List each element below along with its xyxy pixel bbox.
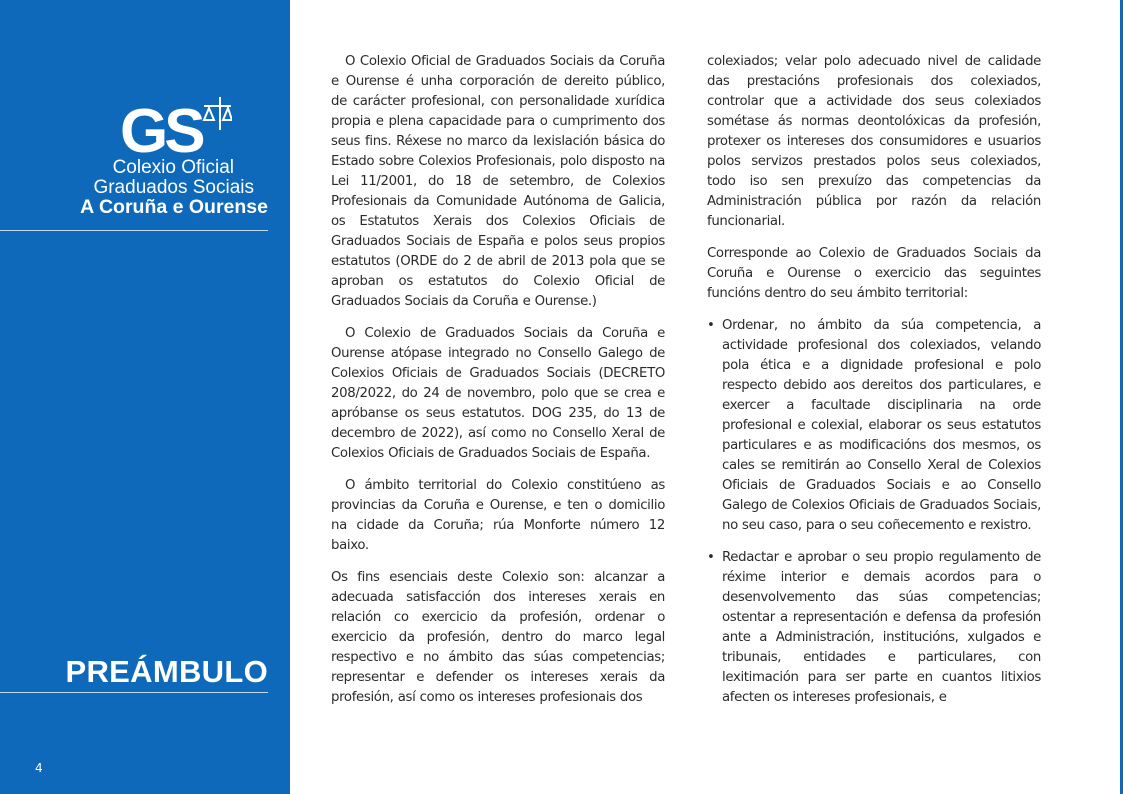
logo-line-colexio: Colexio Oficial (112, 157, 234, 178)
paragraph: O ámbito territorial do Colexio constitúeno as provincias da Coruña e Ourense, e ten o domicilio na cidade da Coruña; rúa Monforte número 12 baixo. (331, 478, 665, 553)
list-item (707, 548, 1041, 708)
paragraph: O Colexio Oficial de Graduados Sociais da Coruña e Ourense é unha corporación de dereito público, de carácter profesional, con personalidade xurídica propia e plena capacidade para o cumprimento dos seus fins. Réxese no marco da lexislación básica do Estado sobre Colexios Profesionais, polo disposto na Lei 11/2001, do 18 de setembro, de Colexios Profesionais da Comunidade Autónoma de Galicia, os Estatutos Xerais dos Colexios Oficiais de Graduados Sociais de España e polos seus propios estatutos (ORDE do 2 de abril de 2013 pola que se aproban os estatutos do Colexio Oficial de Graduados Sociais da Coruña e Ourense.) (331, 54, 665, 309)
paragraph: O Colexio de Graduados Sociais da Coruña e Ourense atópase integrado no Consello Galego de Colexios Oficiais de Graduados Sociais (DECRETO 208/2022, do 24 de novembro, polo que se crea e apróbanse os seus estatutos. DOG 235, do 13 de decembro de 2022), así como no Consello Xeral de Colexios Oficiais de Graduados Sociais de España. (331, 326, 665, 461)
section-title: PREÁMBULO (65, 654, 268, 689)
divider-bottom (0, 692, 268, 693)
paragraph: colexiados; velar polo adecuado nivel de calidade das prestacións profesionais dos colexiados, controlar que a actividade dos seus colexiados sométase ás normas deontolóxicas da profesión, protexer os intereses dos consumidores e usuarios polos servizos prestados polos seus colexiados, todo iso sen prexuízo das competencias da Administración pública por razón da relación funcionarial. (707, 54, 1041, 229)
text-column-left (331, 52, 665, 742)
bullet-icon: • (707, 318, 715, 333)
page-number: 4 (35, 761, 43, 775)
bullet-icon: • (707, 550, 715, 565)
logo-line-coruna-ourense: A Coruña e Ourense (80, 196, 268, 218)
list-item-text: Ordenar, no ámbito da súa competencia, a actividade profesional dos colexiados, velando pola ética e a dignidade profesional e polo respecto debido aos dereitos dos particulares, e exercer a facultade disciplinaria na orde profesional e colexial, elaborar os seus estatutos particulares e as modificacións dos mesmos, os cales se remitirán ao Consello Xeral de Colexios Oficiais de Graduados Sociais e ao Consello Galego de Colexios Oficiais de Graduados Sociais, no seu caso, para o seu coñecemento e rexistro. (722, 318, 1041, 533)
divider-top (0, 230, 268, 231)
logo-monogram: GS (120, 97, 202, 156)
text-column-right (707, 52, 1041, 742)
functions-list (707, 316, 1041, 708)
balance-scale-icon (204, 97, 232, 130)
list-item-text: Redactar e aprobar o seu propio regulamento de réxime interior e demais acordos para o desenvolvemento das súas competencias; ostentar a representación e defensa da profesión ante a Administración, institucións, xulgados e tribunais, entidades e particulares, con lexitimación para ser parte en cuantos litixios afecten os intereses profesionais, e (722, 550, 1041, 705)
logo-line-graduados: Graduados Sociais (93, 177, 254, 198)
paragraph: Corresponde ao Colexio de Graduados Sociais da Coruña e Ourense o exercicio das seguintes funcións dentro do seu ámbito territorial: (707, 246, 1041, 301)
paragraph: Os fins esenciais deste Colexio son: alcanzar a adecuada satisfacción dos intereses xerais en relación co exercicio da profesión, ordenar o exercicio da profesión, dentro do marco legal respectivo e no ámbito das súas competencias; representar e defender os intereses xerais da profesión, así como os intereses profesionais dos (331, 570, 665, 705)
sidebar (0, 0, 290, 794)
scales-of-justice-logo-icon (120, 96, 232, 156)
list-item (707, 316, 1041, 536)
